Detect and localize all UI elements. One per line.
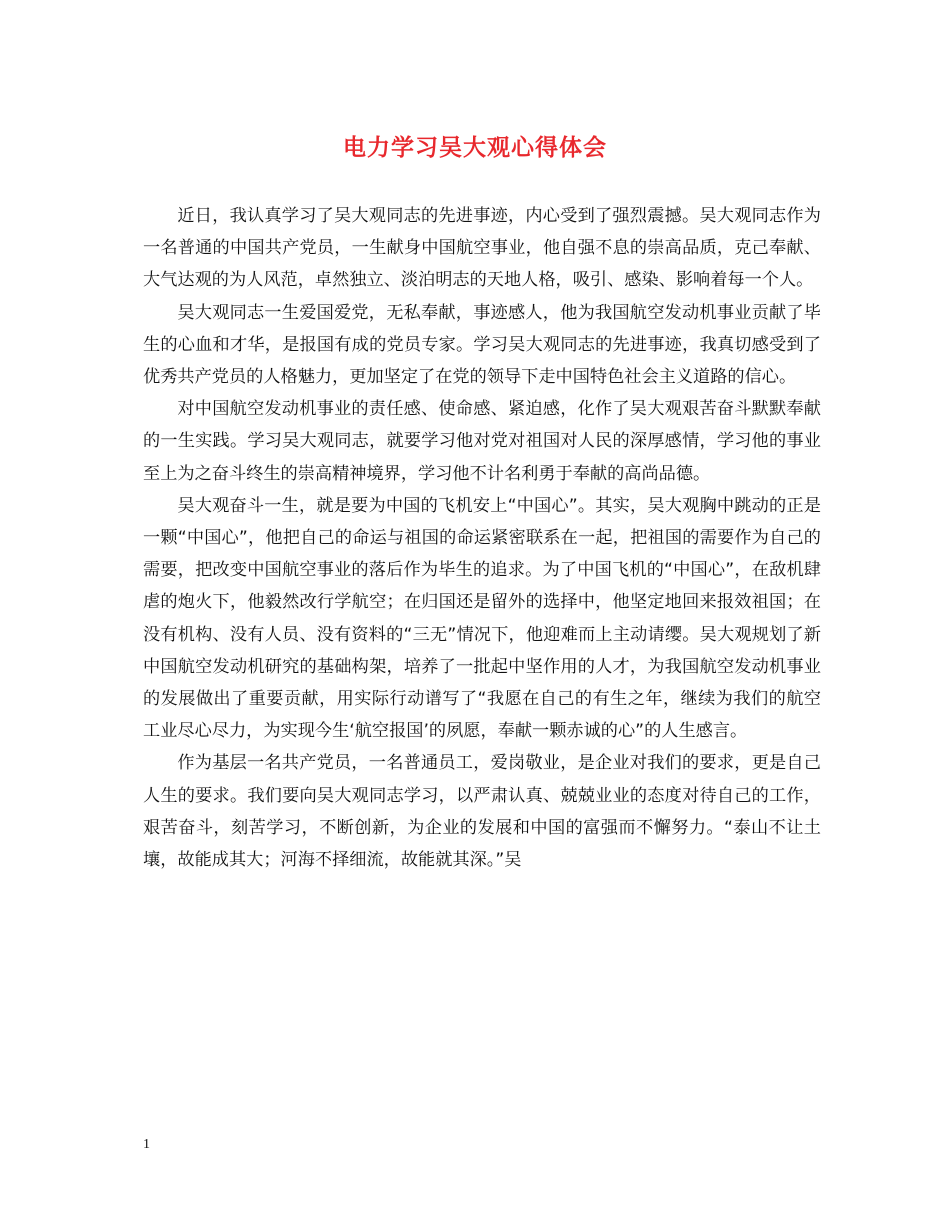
paragraph-5: 作为基层一名共产党员，一名普通员工，爱岗敬业，是企业对我们的要求，更是自己人生的要求。我们要向吴大观同志学习，以严肃认真、兢兢业业的态度对待自己的工作，艰苦奋斗，刻苦学习，不断创新，为企业的发展和中国的富强而不懈努力。“泰山不让土壤，故能成其大；河海不择细流，故能就其深。”吴: [143, 753, 821, 871]
paragraph-1: 近日，我认真学习了吴大观同志的先进事迹，内心受到了强烈震撼。吴大观同志作为一名普通的中国共产党员，一生献身中国航空事业，他自强不息的崇高品质，克己奉献、大气达观的为人风范，卓然独立、淡泊明志的天地人格，吸引、感染、影响着每一个人。: [143, 206, 821, 291]
paragraph-2: 吴大观同志一生爱国爱党，无私奉献，事迹感人，他为我国航空发动机事业贡献了毕生的心血和才华，是报国有成的党员专家。学习吴大观同志的先进事迹，我真切感受到了优秀共产党员的人格魅力，更加坚定了在党的领导下走中国特色社会主义道路的信心。: [143, 302, 821, 388]
paragraph-3: 对中国航空发动机事业的责任感、使命感、紧迫感，化作了吴大观艰苦奋斗默默奉献的一生实践。学习吴大观同志，就要学习他对党对祖国对人民的深厚感情，学习他的事业至上为之奋斗终生的崇高精神境界，学习他不计名利勇于奉献的高尚品德。: [143, 399, 821, 484]
paragraph-4: 吴大观奋斗一生，就是要为中国的飞机安上“中国心”。其实，吴大观胸中跳动的正是一颗“中国心”，他把自己的命运与祖国的命运紧密联系在一起，把祖国的需要作为自己的需要，把改变中国航空事业的落后作为毕生的追求。为了中国飞机的“中国心”，在敌机肆虐的炮火下，他毅然改行学航空；在归国还是留外的选择中，他坚定地回来报效祖国；在没有机构、没有人员、没有资料的“三无”情况下，他迎难而上主动请缨。吴大观规划了新中国航空发动机研究的基础构架，培养了一批起中坚作用的人才，为我国航空发动机事业的发展做出了重要贡献，用实际行动谱写了“我愿在自己的有生之年，继续为我们的航空工业尽心尽力，为实现今生‘航空报国’的夙愿，奉献一颗赤诚的心”的人生感言。: [143, 495, 821, 742]
page-number: 1: [143, 1137, 150, 1152]
document-title: 电力学习吴大观心得体会: [343, 134, 607, 161]
document-body: [143, 200, 821, 876]
